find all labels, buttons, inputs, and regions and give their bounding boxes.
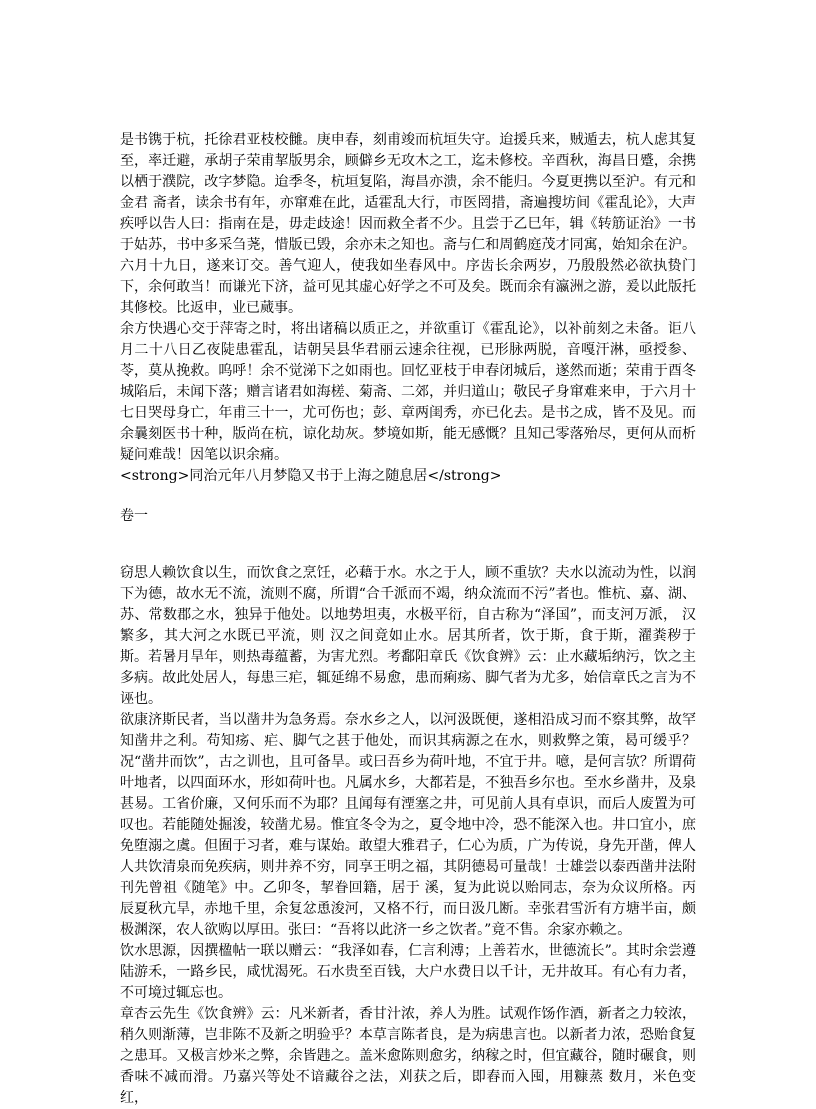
signature-line: <strong>同治元年八月梦隐又书于上海之随息居</strong> <box>120 468 502 484</box>
body-paragraph: 章杏云先生《饮食辨》云：凡米新者，香甘汁浓，养人为胜。试观作饧作酒，新者之力较浓，稍久则渐薄，岂非陈不及新之明验乎？本草言陈者良，是为病患言也。以新者力浓，恐贻食复之患耳。又极言炒米之弊，余皆韪之。盖米愈陈则愈劣，纳稼之时，但宜藏谷，随时碾食，则香味不减而滑。乃嘉兴等处不谙藏谷之法，刈获之后，即舂而入囤，用糠蒸 数月，米色变红， <box>120 1006 696 1106</box>
section-gap <box>120 527 696 563</box>
chapter-title: 卷一 <box>120 508 148 524</box>
body-paragraph: 欲康济斯民者，当以凿井为急务焉。奈水乡之人，以河汲既便，遂相沿成习而不察其弊，故罕知凿井之利。苟知疡、疟、脚气之甚于他处，而识其病源之在水，则救弊之策，曷可缓乎？况“凿井而饮”，古之训也，且可备旱。或曰吾乡为荷叶地，不宜于井。噫，是何言欤？所谓荷叶地者，以四面环水，形如荷叶也。凡属水乡，大都若是，不独吾乡尔也。至水乡凿井，及泉甚易。工省价廉，又何乐而不为耶？且闻每有湮塞之井，可见前人具有卓识，而后人废置为可叹也。若能随处掘浚，较凿尤易。惟宜冬令为之，夏令地中冷，恐不能深入也。井口宜小，庶免堕溺之虞。但囿于习者，难与谋始。敢望大雅君子，仁心为质，广为传说，身先开凿，俾人人共饮清泉而免疾病，则井养不穷，同享王明之福，其阴德曷可量哉！士雄尝以泰西凿井法附刊先曾祖《随笔》中。乙卯冬，挈眷回籍，居于 溪，复为此说以贻同志，奈为众议所格。丙辰夏秋亢旱，赤地千里，余复忿恿浚河，又格不行，而日汲几断。幸张君雪沂有方塘半亩，颇极渊深，农人欲购以厚田。张曰：“吾将以此济一乡之饮者。”竟不售。余家亦赖之。 <box>120 712 696 938</box>
preface-paragraph: 是书镌于杭，托徐君亚枝校雠。庚申春，刻甫竣而杭垣失守。迨援兵来，贼遁去，杭人虑其复至，率迁避，承胡子荣甫挈版男余，顾僻乡无攻木之工，迄未修校。辛酉秋，海昌日蹙，余携以栖于濮院，改字梦隐。迨季冬，杭垣复陷，海昌亦溃，余不能归。今夏更携以至沪。有元和金君 斋者，读余书有年，亦窜难在此，适霍乱大行，市医罔措，斋遍搜坊间《霍乱论》，大声疾呼以告人曰：指南在是，毋走歧途！因而救全者不少。且尝于乙巳年，辑《转筋证治》一书于姑苏，书中多采刍荛，惜版已毁，余亦未之知也。斋与仁和周鹤庭茂才同寓，始知余在沪。六月十九日，遂来订交。善气迎人，使我如坐春风中。序齿长余两岁，乃殷殷然必欲执贽门下，余何敢当！而谦光下济，益可见其虚心好学之不可及矣。既而余有瀛洲之游，爰以此版托其修校。比返申，业已蒇事。 <box>120 132 696 316</box>
body-paragraph: 窃思人赖饮食以生，而饮食之烹饪，必藉于水。水之于人，顾不重欤？夫水以流动为性，以润下为德，故水无不流，流则不腐，所谓“合千派而不竭，纳众流而不污”者也。惟杭、嘉、湖、苏、常数郡之水，独异于他处。以地势坦夷，水极平衍，自古称为“泽国”，而支河万派， 汉繁多，其大河之水既已平流，则 汉之间竟如止水。居其所者，饮于斯，食于斯，濯粪秽于斯。若暑月旱年，则热毒蕴蓄，为害尤烈。考鄱阳章氏《饮食辨》云：止水藏垢纳污，饮之主多病。故此处居人，每患三疟，辄延绵不易愈，患而痢疡、脚气者为尤多，始信章氏之言为不诬也。 <box>120 565 696 707</box>
preface-paragraph: 余方快遇心交于萍寄之时，将出诸稿以质正之，并欲重订《霍乱论》，以补前刻之未备。讵八月二十八日乙夜陡患霍乱，诘朝吴县华君丽云速余往视，已形脉两脱，音嘎汗淋，亟授参、苓，莫从挽救。呜呼！余不觉涕下之如雨也。回忆亚枝于申春闭城后，遂然而逝；荣甫于酉冬城陷后，未闻下落；赠言诸君如海槎、菊斋、二郊，并归道山；敬民孑身窜难来申，于六月十七日哭母身亡，年甫三十一，尤可伤也；彭、章两闺秀，亦已化去。是书之成，皆不及见。而余曩刻医书十种，版尚在杭，谅化劫灰。梦境如斯，能无感慨？且知己零落殆尽，更何从而析疑问难哉！因笔以识余痛。 <box>120 321 696 463</box>
body-paragraph: 饮水思源，因撰楹帖一联以赠云：“我泽如春，仁言利溥；上善若水，世德流长”。其时余尝遵陆游禾，一路乡民，咸忧渴死。石水贵至百钱，大户水费日以千计，无井故耳。有心有力者，不可境过辄忘也。 <box>120 943 696 1001</box>
document-page <box>120 130 696 1109</box>
